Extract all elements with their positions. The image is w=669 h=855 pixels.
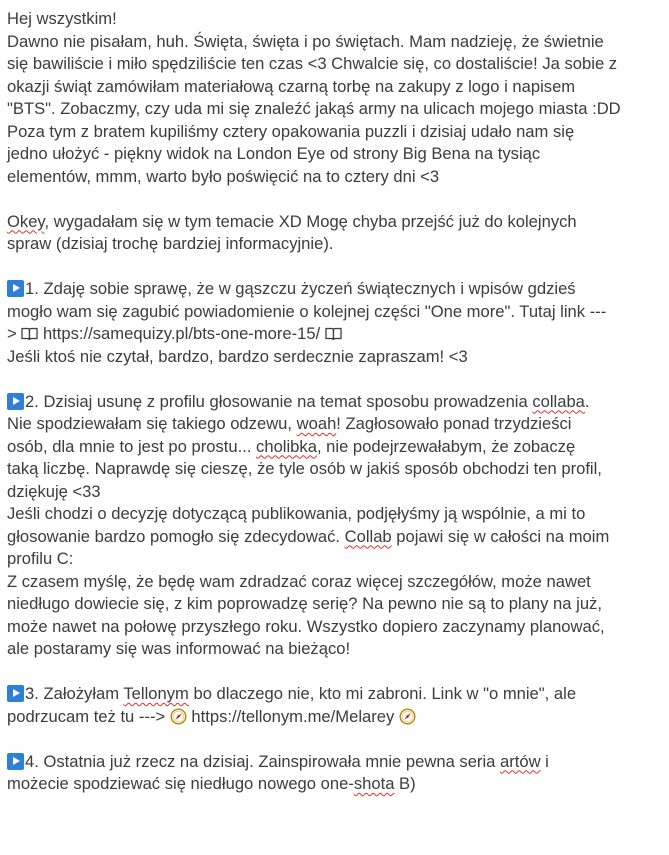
text-fragment: 2. Dzisiaj usunę z profilu głosowanie na temat sposobu prowadzenia <box>25 391 533 411</box>
text-line: okazji świąt zamówiłam materiałową czarną torbę na zakupy z logo i napisem <box>7 76 576 96</box>
samequizy-link[interactable]: https://samequizy.pl/bts-one-more-15/ <box>42 324 321 343</box>
item-1-paragraph <box>7 278 665 368</box>
misspelled-word: Tellonym <box>123 684 189 703</box>
intro-paragraph <box>7 8 665 188</box>
text-fragment: B) <box>394 774 416 793</box>
text-line: "BTS". Zobaczmy, czy uda mi się znaleźć jakąś army na ulicach mojego miasta :DD <box>7 99 621 118</box>
text-fragment: 4. Ostatnia już rzecz na dzisiaj. Zainspirowała mnie pewna seria <box>25 751 500 771</box>
text-line: taką liczbę. Naprawdę się cieszę, że tyle osób w jakiś sposób obchodzi ten profil, <box>7 459 602 478</box>
text-line: mogło wam się zagubić powiadomienie o kolejnej części "One more". Tutaj link --- <box>7 301 607 321</box>
text-line: profilu C: <box>7 549 74 568</box>
text-fragment: pojawi się w całości na moim <box>391 526 610 546</box>
misspelled-word: cholibka <box>256 436 317 456</box>
misspelled-word: Collab <box>344 526 392 546</box>
text-line: Z czasem myślę, że będę wam zdradzać coraz więcej szczegółów, może nawet <box>7 571 591 591</box>
text-line: się bawiliście i miło spędziliście ten czas <3 Chwalcie się, co dostaliście! Ja sobie z <box>7 54 618 73</box>
text-line: ale postaramy się was informować na bieżąco! <box>7 639 351 658</box>
text-line: Jeśli chodzi o decyzję dotyczącą publikowania, podjęłyśmy ją wspólnie, a mi to <box>7 504 586 523</box>
text-line <box>7 436 665 459</box>
text-fragment: i <box>540 751 549 771</box>
misspelled-word: artów <box>499 751 541 771</box>
text-line <box>7 706 665 729</box>
play-button-icon <box>7 685 24 702</box>
text-fragment: , wygadałam się w tym temacie XD Mogę chyba przejść już do kolejnych <box>44 211 577 231</box>
text-line <box>7 751 665 774</box>
play-button-icon <box>7 393 24 410</box>
misspelled-word: Okey <box>7 211 45 231</box>
text-fragment: możecie spodziewać się niedługo nowego one- <box>7 774 354 793</box>
text-fragment: > <box>7 324 22 343</box>
text-line: Hej wszystkim! <box>7 9 117 28</box>
text-fragment: 1. Zdaję sobie sprawę, że w gąszczu życzeń świątecznych i wpisów gdzieś <box>25 279 576 298</box>
text-line <box>7 526 665 549</box>
text-line <box>7 683 665 706</box>
text-fragment: ! Zagłosowało ponad trzydzieści <box>336 414 572 433</box>
text-fragment: bo dlaczego nie, kto mi zabroni. Link w "o mnie", ale <box>188 684 577 703</box>
text-line: może nawet na połowę przyszłego roku. Wszystko dopiero zaczynamy planować, <box>7 616 605 636</box>
compass-icon <box>399 708 416 725</box>
okey-paragraph <box>7 211 665 256</box>
text-fragment: 3. Założyłam <box>25 684 124 703</box>
play-button-icon <box>7 753 24 770</box>
misspelled-word: shota <box>353 774 395 793</box>
text-line <box>7 278 665 301</box>
item-3-paragraph <box>7 683 665 728</box>
text-line <box>7 391 665 414</box>
misspelled-word: woah <box>296 414 337 433</box>
text-fragment: Nie spodziewałam się takiego odzewu, <box>7 414 297 433</box>
text-fragment: podrzucam też tu ---> <box>7 706 170 726</box>
text-line: dziękuję <33 <box>7 481 101 501</box>
text-line <box>7 211 665 234</box>
misspelled-word: collaba <box>532 391 585 411</box>
text-fragment: . <box>584 391 590 411</box>
text-fragment: głosowanie bardzo pomogło się zdecydować. <box>7 526 345 546</box>
compass-icon <box>170 708 187 725</box>
text-line: spraw (dzisiaj trochę bardziej informacyjnie). <box>7 234 334 253</box>
text-line: Dawno nie pisałam, huh. Święta, święta i po świętach. Mam nadzieję, że świetnie <box>7 31 604 51</box>
text-fragment: , nie podejrzewałabym, że zobaczę <box>316 436 576 456</box>
text-line <box>7 323 665 346</box>
text-line: niedługo dowiecie się, z kim poprowadzę serię? Na pewno nie są to plany na już, <box>7 594 602 613</box>
tellonym-link[interactable]: https://tellonym.me/Melarey <box>191 706 395 726</box>
text-line: Jeśli ktoś nie czytał, bardzo, bardzo serdecznie zapraszam! <3 <box>7 346 468 366</box>
item-2-paragraph <box>7 391 665 661</box>
text-line <box>7 413 665 436</box>
open-book-icon <box>21 327 38 341</box>
text-line: jedno ułożyć - piękny widok na London Eye od strony Big Bena na tysiąc <box>7 144 541 163</box>
text-line: Poza tym z bratem kupiliśmy cztery opakowania puzzli i dzisiaj udało nam się <box>7 121 575 141</box>
text-fragment: osób, dla mnie to jest po prostu... <box>7 436 257 456</box>
text-line <box>7 773 665 796</box>
play-button-icon <box>7 280 24 297</box>
item-4-paragraph <box>7 751 665 796</box>
open-book-icon <box>325 327 342 341</box>
text-line: elementów, mmm, warto było poświęcić na to cztery dni <3 <box>7 166 440 186</box>
